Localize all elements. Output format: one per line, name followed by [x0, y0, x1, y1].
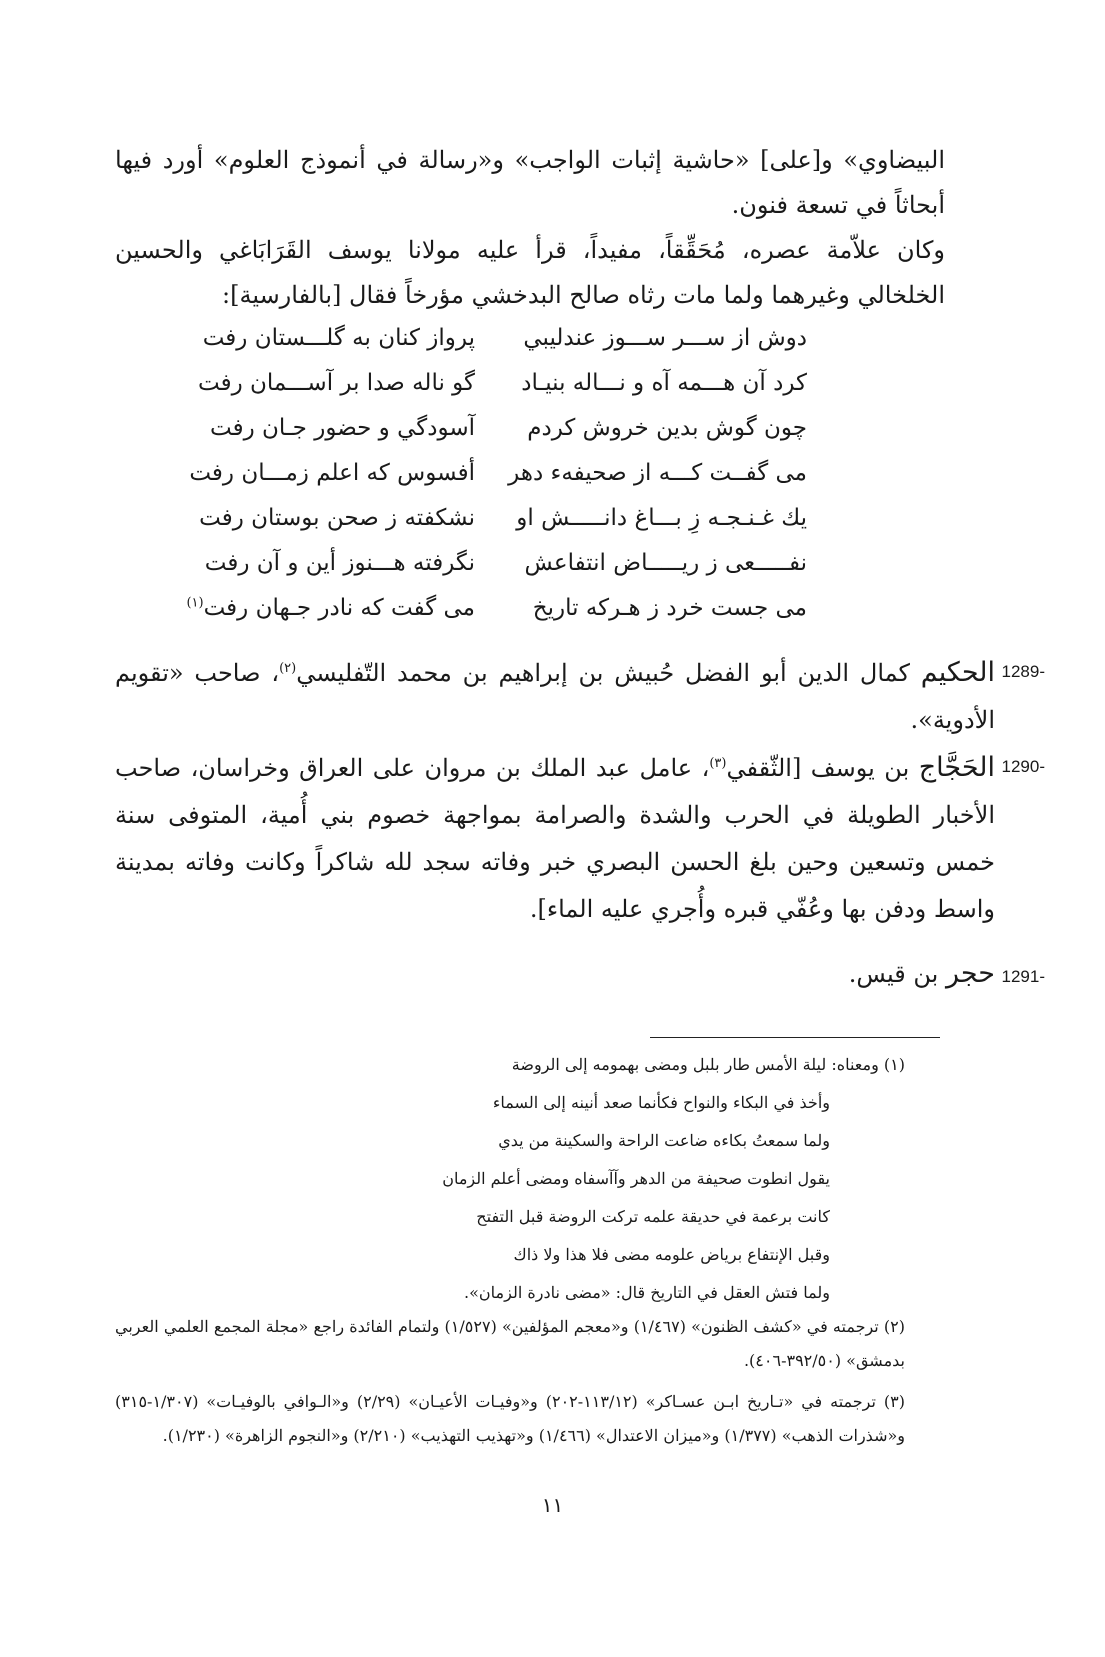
footnote-ref-3[interactable]: (٣) — [709, 756, 727, 771]
verse-4-second: أفسوس كه اعلم زمـــان رفت — [189, 460, 475, 486]
entry-name: حجر — [945, 958, 995, 989]
entry-text-cont: ، عامل عبد الملك بن مروان على العراق وخراسان، صاحب الأخبار الطويلة في الحرب والشدة والصرامة بمواجهة خصوم بني أُمية، المتوفى سنة خمس وتسعين وحين بلغ الحسن البصري خبر وفاته سجد لله شاكراً وكانت وفاته بمدينة واسط ودفن بها وعُفّي قبره وأُجري عليه الماء]. — [115, 754, 995, 923]
verse-7-second — [186, 595, 475, 621]
verse-3-second: آسودگي و حضور جـان رفت — [210, 415, 475, 441]
footnote-separator — [650, 1037, 940, 1038]
entry-number: 1290- — [1001, 757, 1045, 776]
verse-3-first: چون گوش بدين خروش كردم — [527, 415, 807, 441]
entry-1291 — [115, 950, 1045, 998]
footnote-1-line: وقبل الإنتفاع برياض علومه مضى فلا هذا ولا ذاك — [513, 1245, 830, 1264]
verse-7-first: مى جست خرد ز هـركه تاريخ — [532, 595, 807, 621]
verse-1-first: دوش از ســـر ســـوز عندليبي — [523, 325, 807, 351]
footnote-1-line: وأخذ في البكاء والنواح فكأنما صعد أنينه إلى السماء — [492, 1093, 830, 1112]
verse-4-first: مى گفــت كـــه از صحيفهء دهر — [508, 460, 807, 486]
footnote-ref-2[interactable]: (٢) — [279, 661, 297, 676]
footnote-1-line: (١) ومعناه: ليلة الأمس طار بلبل ومضى بهمومه إلى الروضة — [511, 1055, 905, 1074]
footnote-ref-1[interactable]: (١) — [186, 595, 204, 611]
verse-1-second: پرواز كنان به گلـــستان رفت — [202, 325, 475, 351]
paragraph-2: وكان علاّمة عصره، مُحَقِّقاً، مفيداً، قرأ عليه مولانا يوسف القَرَابَاغي والحسين الخلخالي وغيرهما ولما مات رثاه صالح البدخشي مؤرخاً فقال [بالفارسية]: — [115, 236, 945, 309]
entry-text: بن قيس. — [848, 960, 939, 988]
entry-text: كمال الدين أبو الفضل حُبيش بن إبراهيم بن محمد التّفليسي — [296, 659, 910, 687]
entry-1290 — [115, 740, 1045, 933]
verse-5-second: نشكفته ز صحن بوستان رفت — [199, 505, 475, 531]
entry-name: الحكيم — [920, 657, 995, 688]
footnote-1-line: يقول انطوت صحيفة من الدهر وآآسفاه ومضى أعلم الزمان — [442, 1169, 830, 1188]
footnote-1-line: كانت برعمة في حديقة علمه تركت الروضة قبل التفتح — [476, 1207, 830, 1226]
entry-number: 1289- — [1001, 662, 1045, 681]
entry-text-cont: ، صاحب «تقويم الأدوية». — [115, 659, 995, 734]
footnote-2: (٢) ترجمته في «كشف الظنون» (١/٤٦٧) و«معجم المؤلفين» (١/٥٢٧) ولتمام الفائدة راجع «مجلة المجمع العلمي العربي بدمشق» (٣٩٢/٥٠-٤٠٦). — [115, 1317, 906, 1370]
verse-7-second-text: مى گفت كه نادر جـهان رفت — [203, 595, 475, 621]
verse-6-first: نفـــــعى ز ريـــــاض انتفاعش — [524, 550, 807, 576]
footnote-1-line: ولما سمعتُ بكاءه ضاعت الراحة والسكينة من يدي — [498, 1131, 830, 1150]
entry-number: 1291- — [1001, 967, 1045, 986]
entry-name: الحَجَّاج — [918, 752, 995, 783]
paragraph-1: البيضاوي» و[على] «حاشية إثبات الواجب» و«رسالة في أنموذج العلوم» أورد فيها أبحاثاً في تسعة فنون. — [115, 146, 945, 219]
verse-2-second: گو ناله صدا بر آســـمان رفت — [198, 370, 475, 396]
verse-5-first: يك غـنـجـه زِ بـــاغ دانـــــش او — [516, 505, 807, 531]
verse-2-first: كرد آن هـــمه آه و نـــاله بنيـاد — [521, 370, 807, 396]
entry-1289 — [115, 645, 1045, 744]
page-number: ١١ — [541, 1493, 564, 1517]
entry-text: بن يوسف [الثّقفي — [726, 754, 910, 782]
footnote-3: (٣) ترجمته في «تـاريخ ابـن عسـاكر» (١١٣/١٢-٢٠٢) و«وفيـات الأعيـان» (٢/٢٩) و«الـوافي بالوفيـات» (١/٣٠٧-٣١٥) و«شذرات الذهب» (١/٣٧٧) و«ميزان الاعتدال» (١/٤٦٦) و«تهذيب التهذيب» (٢/٢١٠) و«النجوم الزاهرة» (١/٢٣٠). — [115, 1392, 905, 1445]
footnote-1-line: ولما فتش العقل في التاريخ قال: «مضى نادرة الزمان». — [464, 1283, 830, 1302]
verse-6-second: نگرفته هـــنوز أين و آن رفت — [204, 550, 475, 576]
